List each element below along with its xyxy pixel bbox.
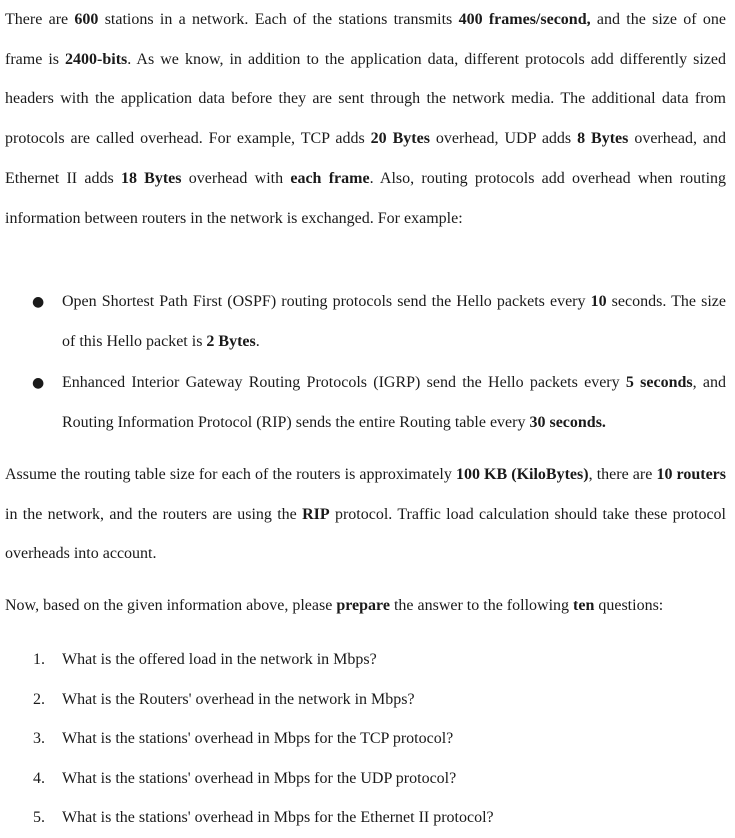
question-number: 4. [33,769,45,787]
text-run: overhead, UDP adds [429,130,578,148]
text-run: , and Routing Information Protocol (RIP) sends the entire Routing table every [62,374,727,431]
question-item [0,640,726,680]
text-run: overhead with [181,169,291,187]
bold-run: 10 routers [656,466,727,483]
question-item [0,680,726,720]
routing-protocol-bullet-list [0,282,726,444]
bullet-icon: ● [32,294,45,310]
text-run: the answer to the following [389,597,574,614]
text-run: . [255,333,260,350]
question-list [0,640,726,838]
question-text: What is the stations' overhead in Mbps for the UDP protocol? [62,769,457,787]
text-run: seconds. The size of this Hello packet is [62,293,726,350]
bold-run: each frame [290,169,370,187]
question-number: 3. [33,730,45,747]
bullet-item-ospf [0,282,726,362]
text-run: Assume the routing table size for each of the routers is approximately [5,466,456,483]
bold-run: 8 Bytes [577,130,629,148]
instruction-paragraph [5,586,726,626]
text-run: overhead, and Ethernet II adds [5,130,727,187]
bullet-icon: ● [32,375,45,391]
text-run: . Also, routing protocols add overhead when routing information between routers in the network is exchanged. For example: [5,169,727,227]
bold-run: 20 Bytes [370,130,430,148]
question-text: What is the stations' overhead in Mbps for the Ethernet II protocol? [62,809,494,826]
bold-run: 2 Bytes [206,333,256,350]
text-run: stations in a network. Each of the stations transmits [98,11,459,28]
text-run: Now, based on the given information above, please [5,597,337,614]
bold-run: 10 [590,293,607,310]
question-item [0,798,726,838]
text-run: Enhanced Interior Gateway Routing Protocols (IGRP) send the Hello packets every [62,374,626,391]
text-run: Open Shortest Path First (OSPF) routing protocols send the Hello packets every [62,293,591,310]
bold-run: 600 [74,11,99,28]
question-number: 2. [33,690,45,708]
bold-run: RIP [302,505,330,523]
question-text: What is the offered load in the network in Mbps? [62,651,377,668]
bold-run: 5 seconds [625,374,693,391]
question-text: What is the stations' overhead in Mbps for the TCP protocol? [62,730,454,747]
bold-run: prepare [336,597,390,614]
text-run: questions: [594,597,664,614]
bold-run: 400 frames/second, [458,11,591,28]
question-number: 5. [33,809,45,826]
bold-run: ten [573,597,595,614]
text-run: . As we know, in addition to the application data, different protocols add differently sized headers with the application data before they are sent through the network media. The additional data from protocols are called overhead. For example, TCP adds [5,50,726,148]
text-run: , there are [588,466,657,483]
bullet-item-igrp-rip [0,363,726,443]
text-run: protocol. Traffic load calculation should take these protocol overheads into account. [5,505,727,563]
bold-run: 18 Bytes [120,169,182,187]
text-run: in the network, and the routers are using the [5,505,303,523]
assumption-paragraph [5,455,726,574]
bold-run: 100 KB (KiloBytes) [455,466,589,483]
bold-run: 30 seconds. [529,414,606,431]
text-run: There are [5,11,75,28]
text-run: and the size of one frame is [5,11,726,68]
question-item [0,759,726,799]
question-text: What is the Routers' overhead in the network in Mbps? [62,690,415,708]
question-number: 1. [33,651,45,668]
intro-paragraph [5,0,726,238]
bold-run: 2400-bits [65,50,128,68]
question-item [0,719,726,759]
